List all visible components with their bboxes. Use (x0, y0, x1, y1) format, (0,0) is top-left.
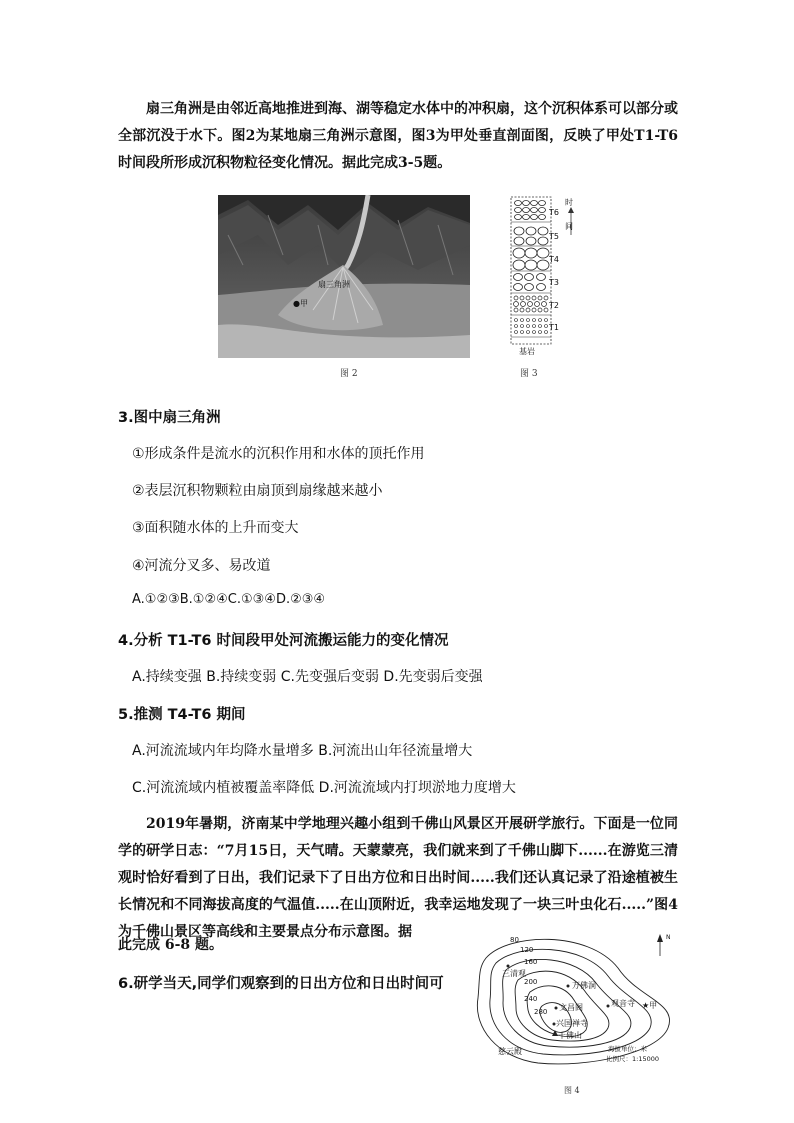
layer-t6-label: T6 (549, 208, 559, 217)
place-ciyundian: 慈云殿 (498, 1047, 522, 1056)
figure-2-caption: 图 2 (340, 369, 358, 379)
figure-4-caption: 图 4 (564, 1086, 580, 1095)
place-guanyinsi: 观音寺 (611, 999, 635, 1008)
elevation-unit: 海拔单位：米 (608, 1045, 647, 1053)
place-wanfodong: 万佛洞 (572, 981, 596, 990)
question-5-stem: 5.推测 T4-T6 期间 (118, 707, 246, 723)
sediment-profile (505, 195, 580, 358)
fan-delta-photo-graphic (218, 195, 470, 358)
layer-t4-label: T4 (549, 255, 559, 264)
q5-choices-line-2: C.河流流域内植被覆盖率降低 D.河流流域内打坝淤地力度增大 (132, 780, 516, 796)
place-xingguochansi: 兴国禅寺 (556, 1019, 588, 1028)
question-6-stem: 6.研学当天,同学们观察到的日出方位和日出时间可 (118, 976, 444, 992)
point-jia-star: ★甲 (642, 1001, 658, 1010)
contour-map-graphic (468, 928, 690, 1100)
place-qianfoshan: 千佛山 (558, 1031, 582, 1040)
q3-choices: A.①②③B.①②④C.①③④D.②③④ (132, 592, 326, 607)
layer-t1-label: T1 (549, 323, 559, 332)
contour-120: 120 (520, 946, 534, 954)
intro-paragraph-2-tail: 此完成 6-8 题。 (118, 937, 224, 953)
q4-choices: A.持续变强 B.持续变弱 C.先变强后变弱 D.先变弱后变强 (132, 669, 483, 685)
map-scale: 比例尺：1:15000 (606, 1055, 660, 1063)
place-wenchangge: 文昌阁 (559, 1003, 583, 1012)
sediment-profile-graphic (505, 195, 580, 358)
layer-t5-label: T5 (549, 232, 559, 241)
question-4-stem: 4.分析 T1-T6 时间段甲处河流搬运能力的变化情况 (118, 633, 449, 649)
intro-paragraph-2: 2019年暑期，济南某中学地理兴趣小组到千佛山风景区开展研学旅行。下面是一位同学的研学日志：“7月15日，天气晴。天蒙蒙亮，我们就来到了千佛山脚下......在游览三清观时恰好看到了日出，我们记录下了日出方位和日出时间.....我们还认真记录了沿途植被生长情况和不同海拔高度的气温值.....在山顶附近，我幸运地发现了一块三叶虫化石.....”图4为千佛山景区等高线和主要景点分布示意图。据 (118, 816, 678, 940)
q3-statement-4: ④河流分叉多、易改道 (132, 558, 271, 574)
q5-choices-line-1: A.河流流域内年均降水量增多 B.河流出山年径流量增大 (132, 743, 473, 759)
q3-statement-2: ②表层沉积物颗粒由扇顶到扇缘越来越小 (132, 483, 383, 499)
fan-delta-label: 扇三角洲 (318, 280, 350, 289)
contour-map (468, 928, 690, 1100)
north-label: N (666, 934, 671, 941)
time-label-1: 时 (565, 198, 573, 207)
bedrock-label: 基岩 (519, 347, 535, 356)
layer-t2-label: T2 (549, 301, 559, 310)
question-3-stem: 3.图中扇三角洲 (118, 410, 221, 426)
figure-3-caption: 图 3 (520, 369, 538, 379)
fan-delta-photo (218, 195, 470, 358)
place-sanqingguan: 三清观 (502, 969, 526, 978)
contour-160: 160 (524, 958, 538, 966)
contour-80: 80 (510, 936, 519, 944)
point-jia-label: ●甲 (293, 299, 308, 308)
layer-t3-label: T3 (549, 278, 559, 287)
time-label-2: 间 (565, 222, 573, 231)
q3-statement-1: ①形成条件是流水的沉积作用和水体的顶托作用 (132, 446, 425, 462)
intro-paragraph-1: 扇三角洲是由邻近高地推进到海、湖等稳定水体中的冲积扇，这个沉积体系可以部分或全部沉没于水下。图2为某地扇三角洲示意图，图3为甲处垂直剖面图，反映了甲处T1-T6时间段所形成沉积物粒径变化情况。据此完成3-5题。 (118, 101, 678, 171)
contour-240: 240 (524, 995, 538, 1003)
q3-statement-3: ③面积随水体的上升而变大 (132, 520, 299, 536)
contour-200: 200 (524, 978, 538, 986)
contour-280: 280 (534, 1008, 548, 1016)
